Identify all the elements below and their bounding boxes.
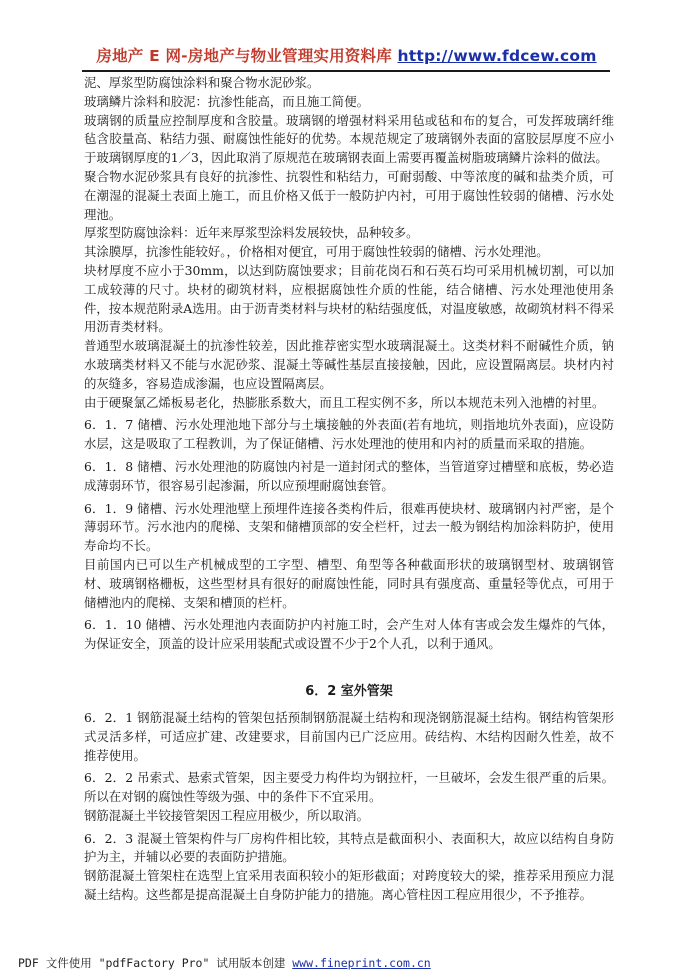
header-divider (82, 70, 610, 72)
page-header (0, 44, 693, 66)
paragraph: 6．2．2 吊索式、悬索式管架，因主要受力构件均为钢拉杆，一旦破坏，会发生很严重的后果。所以在对钢的腐蚀性等级为强、中的条件下不宜采用。 (84, 770, 614, 805)
paragraph: 块材厚度不应小于30mm，以达到防腐蚀要求；目前花岗石和石英石均可采用机械切割，可以加工成较薄的尺寸。块材的砌筑材料，应根据腐蚀性介质的性能，结合储槽、污水处理池使用条件，按本规范附录A选用。由于沥青类材料与块材的粘结强度低，对温度敏感，故砌筑材料不得采用沥青类材料。 (84, 262, 614, 335)
paragraph: 6．2．1 钢筋混凝土结构的管架包括预制钢筋混凝土结构和现浇钢筋混凝土结构。钢结构管架形式灵活多样，可适应扩建、改建要求，目前国内已广泛应用。砖结构、木结构因耐久性差，故不推荐使用。 (84, 709, 614, 763)
footer-url-link[interactable]: www.fineprint.com.cn (292, 956, 431, 970)
section-heading: 6．2 室外管架 (305, 683, 393, 699)
paragraph: 钢筋混凝土管架柱在选型上宜采用表面积较小的矩形截面；对跨度较大的梁，推荐采用预应力混凝土结构。这些都是提高混凝土自身防护能力的措施。离心管柱因工程应用很少，不予推荐。 (84, 868, 614, 903)
paragraph: 6．1．8 储槽、污水处理池的防腐蚀内衬是一道封闭式的整体，当管道穿过槽壁和底板，势必造成薄弱环节，很容易引起渗漏，所以应预埋耐腐蚀套管。 (84, 458, 614, 493)
paragraph: 玻璃钢的质量应控制厚度和含胶量。玻璃钢的增强材料采用毡或毡和布的复合，可发挥玻璃纤维毡含胶量高、粘结力强、耐腐蚀性能好的优势。本规范规定了玻璃钢外表面的富胶层厚度不应小于玻璃钢厚度的1／3，因此取消了原规范在玻璃钢表面上需要再覆盖树脂玻璃鳞片涂料的做法。 (84, 112, 614, 166)
document-body (84, 74, 614, 909)
paragraph: 厚浆型防腐蚀涂料：近年来厚浆型涂料发展较快，品种较多。 (84, 225, 419, 241)
paragraph: 目前国内已可以生产机械成型的工字型、槽型、角型等各种截面形状的玻璃钢型材、玻璃钢管材、玻璃钢格栅板，这些型材具有很好的耐腐蚀性能，同时具有强度高、重量轻等优点，可用于储槽池内的爬梯、支架和槽顶的栏杆。 (84, 556, 614, 610)
paragraph: 6．2．3 混凝土管架构件与厂房构件相比较，其特点是截面积小、表面积大，故应以结构自身防护为主，并辅以必要的表面防护措施。 (84, 830, 614, 865)
paragraph: 普通型水玻璃混凝土的抗渗性较差，因此推荐密实型水玻璃混凝土。这类材料不耐碱性介质，钠水玻璃类材料又不能与水泥砂浆、混凝土等碱性基层直接接触，因此，应设置隔离层。块材内衬的灰缝多，容易造成渗漏，也应设置隔离层。 (84, 338, 614, 391)
paragraph: 聚合物水泥砂浆具有良好的抗渗性、抗裂性和粘结力，可耐弱酸、中等浓度的碱和盐类介质，可在潮湿的混凝土表面上施工，而且价格又低于一般防护内衬，可用于腐蚀性较弱的储槽、污水处理池。 (84, 168, 614, 222)
paragraph: 6．1．7 储槽、污水处理池地下部分与土壤接触的外表面(若有地坑，则指地坑外表面)，应设防水层，这是吸取了工程教训，为了保证储槽、污水处理池的使用和内衬的质量而采取的措施。 (84, 417, 614, 452)
footer-text: PDF 文件使用 "pdfFactory Pro" 试用版本创建 (18, 956, 293, 970)
paragraph: 玻璃鳞片涂料和胶泥：抗渗性能高，而且施工简便。 (84, 93, 369, 109)
paragraph: 其涂膜厚，抗渗性能较好。，价格相对便宜，可用于腐蚀性较弱的储槽、污水处理池。 (84, 244, 549, 260)
paragraph: 泥、厚浆型防腐蚀涂料和聚合物水泥砂浆。 (84, 75, 320, 90)
paragraph: 6．1．9 储槽、污水处理池壁上预埋件连接各类构件后，很难再使块材、玻璃钢内衬严密，是个薄弱环节。污水池内的爬梯、支架和储槽顶部的安全栏杆，过去一般为钢结构加涂料防护，使用寿命均不长。 (84, 500, 614, 554)
paragraph: 6．1．10 储槽、污水处理池内表面防护内衬施工时，会产生对人体有害或会发生爆炸的气体，为保证安全，顶盖的设计应采用装配式或设置不少于2个人孔，以利于通风。 (84, 617, 614, 652)
paragraph: 由于硬聚氯乙烯板易老化，热膨胀系数大，而且工程实例不多，所以本规范未列入池槽的衬里。 (84, 394, 605, 410)
pdf-footer (18, 955, 431, 971)
header-brand: 房地产 E 网-房地产与物业管理实用资料库 (96, 47, 398, 65)
header-url-link[interactable]: http://www.fdcew.com (397, 47, 597, 65)
paragraph: 钢筋混凝土半铰接管架因工程应用极少，所以取消。 (84, 807, 369, 823)
